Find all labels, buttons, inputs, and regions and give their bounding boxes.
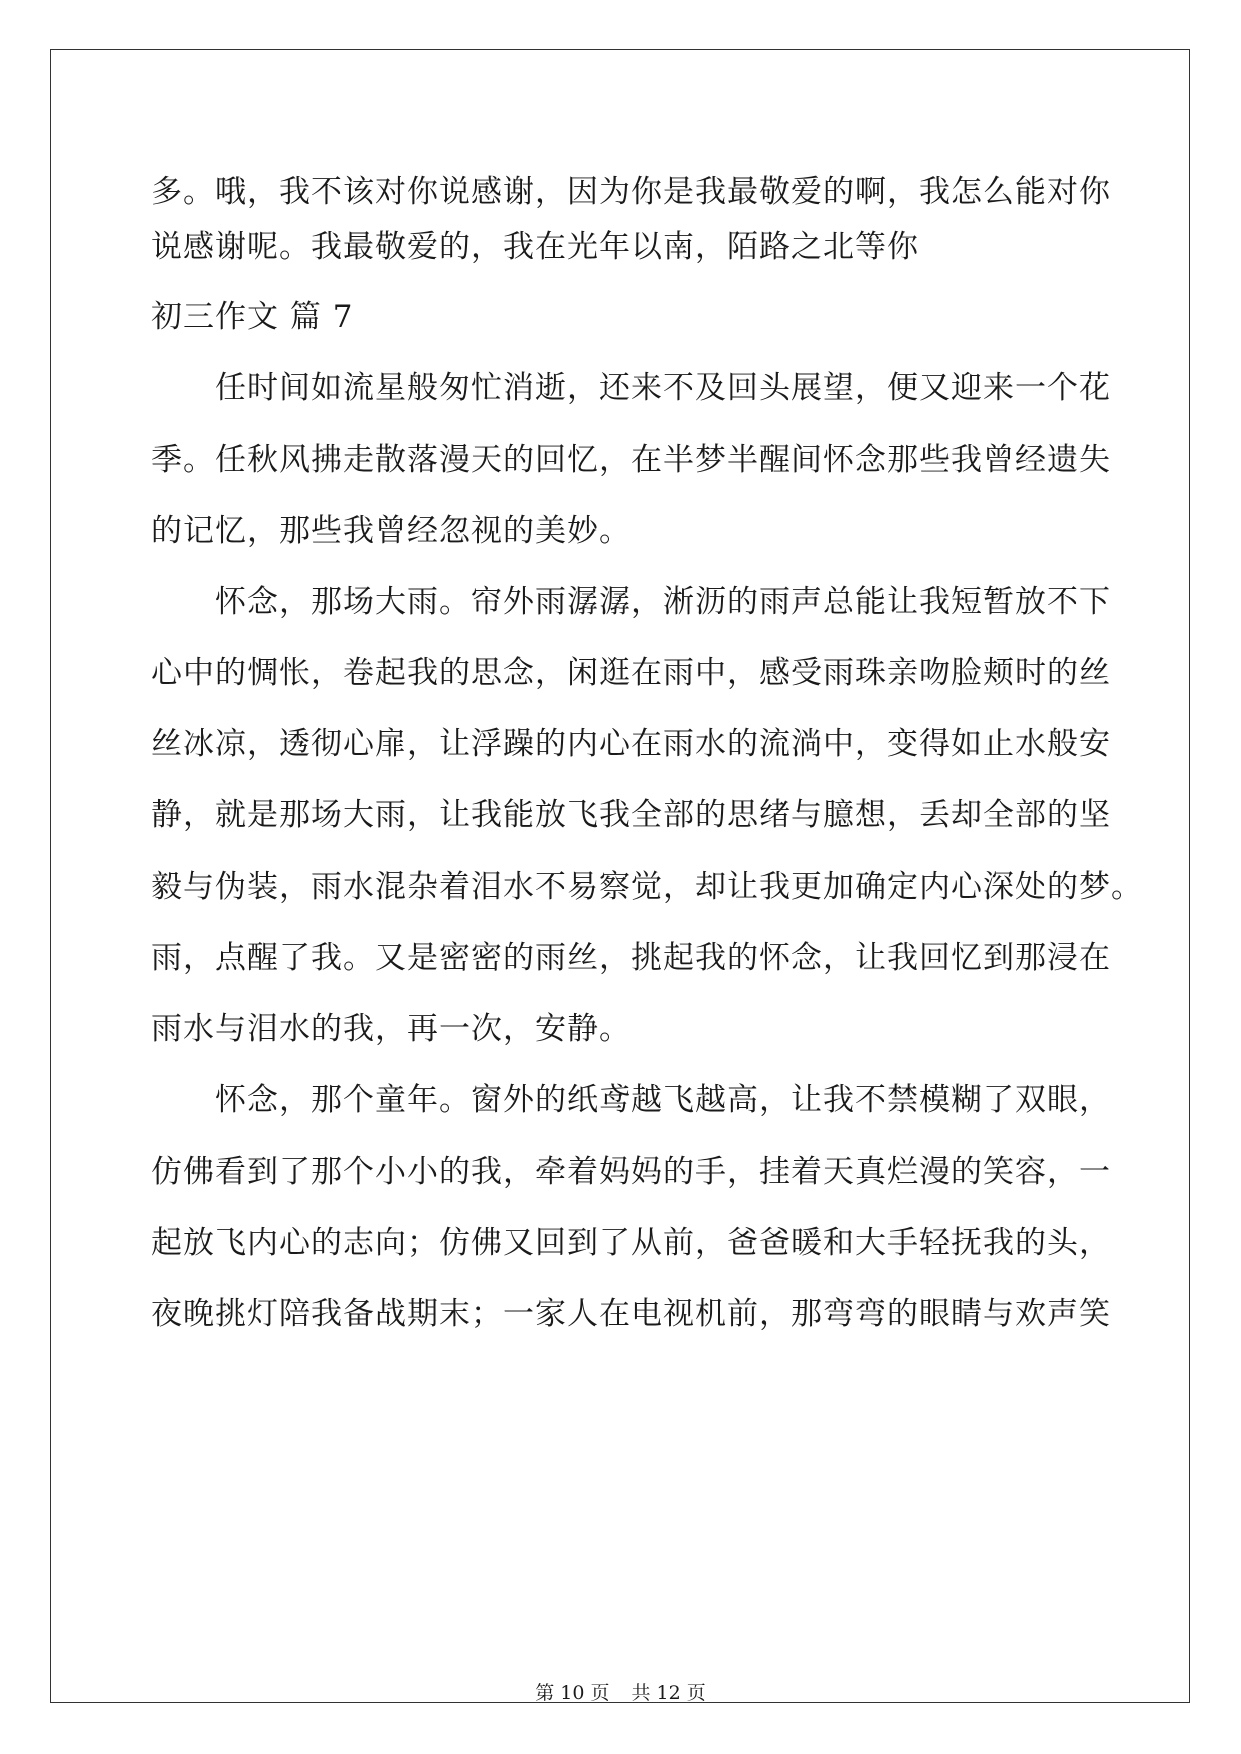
body-text-line: 毅与伪装，雨水混杂着泪水不易察觉，却让我更加确定内心深处的梦。 (151, 869, 1143, 905)
current-page-number: 第 10 页 (535, 1682, 610, 1704)
body-text-line: 的记忆，那些我曾经忽视的美妙。 (151, 513, 631, 549)
body-text-line: 怀念，那场大雨。帘外雨潺潺，淅沥的雨声总能让我短暂放不下 (215, 584, 1111, 620)
body-text-line: 仿佛看到了那个小小的我，牵着妈妈的手，挂着天真烂漫的笑容，一 (151, 1154, 1111, 1190)
body-text-line: 多。哦，我不该对你说感谢，因为你是我最敬爱的啊，我怎么能对你 (151, 174, 1111, 210)
total-page-count: 共 12 页 (631, 1682, 706, 1704)
body-text-line: 季。任秋风拂走散落漫天的回忆，在半梦半醒间怀念那些我曾经遗失 (151, 442, 1111, 478)
body-text-line: 雨，点醒了我。又是密密的雨丝，挑起我的怀念，让我回忆到那浸在 (151, 940, 1111, 976)
body-text-line: 雨水与泪水的我，再一次，安静。 (151, 1011, 631, 1047)
body-text-line: 丝冰凉，透彻心扉，让浮躁的内心在雨水的流淌中，变得如止水般安 (151, 726, 1111, 762)
body-text-line: 怀念，那个童年。窗外的纸鸢越飞越高，让我不禁模糊了双眼， (215, 1082, 1111, 1118)
body-text-line: 静，就是那场大雨，让我能放飞我全部的思绪与臆想，丢却全部的坚 (151, 797, 1111, 833)
body-text-line: 任时间如流星般匆忙消逝，还来不及回头展望，便又迎来一个花 (215, 370, 1111, 406)
body-text-line: 心中的惆怅，卷起我的思念，闲逛在雨中，感受雨珠亲吻脸颊时的丝 (151, 655, 1111, 691)
body-text-line: 说感谢呢。我最敬爱的，我在光年以南，陌路之北等你 (151, 229, 919, 265)
page-footer (0, 1681, 1241, 1705)
body-text-line: 夜晚挑灯陪我备战期末；一家人在电视机前，那弯弯的眼睛与欢声笑 (151, 1296, 1111, 1332)
section-heading: 初三作文 篇 7 (151, 299, 354, 335)
body-text-line: 起放飞内心的志向；仿佛又回到了从前，爸爸暖和大手轻抚我的头， (151, 1225, 1111, 1261)
